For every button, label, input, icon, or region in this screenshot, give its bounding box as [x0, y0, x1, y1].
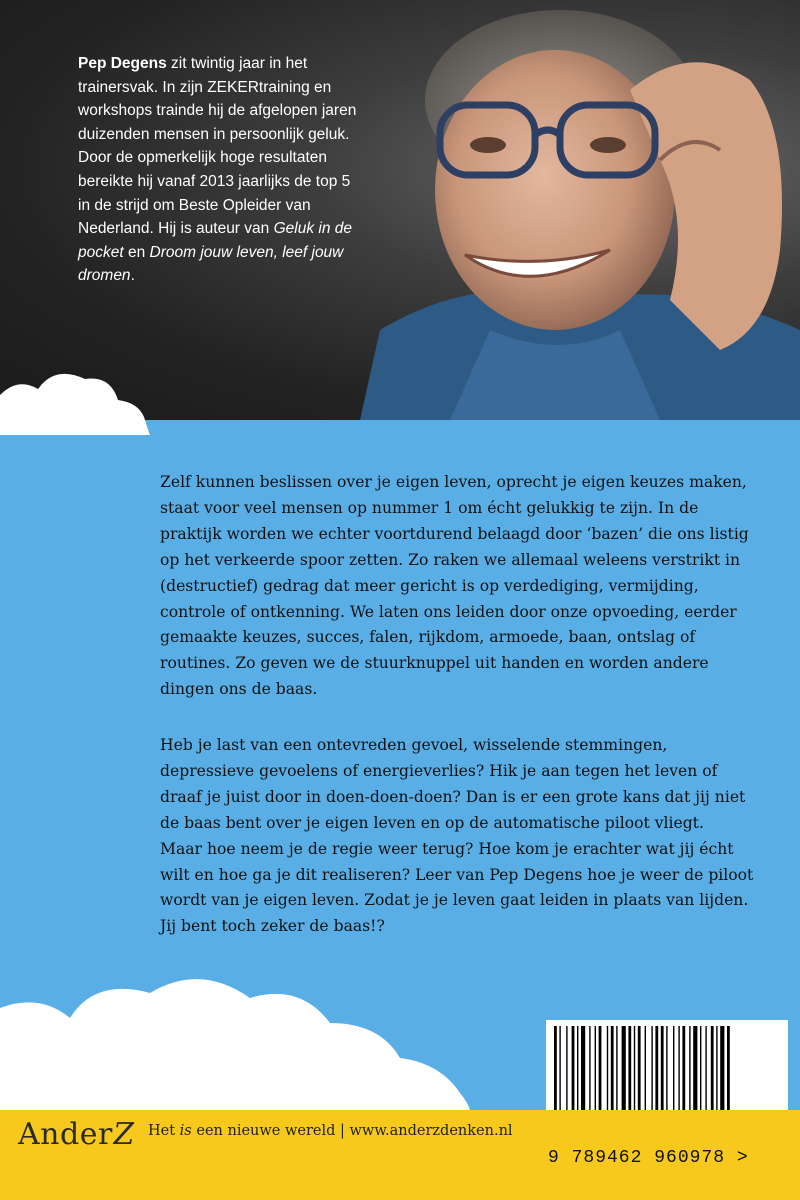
- author-portrait: [360, 0, 800, 420]
- bio-text-1: zit twintig jaar in het trainersvak. In zijn ZEKERtraining en workshops trainde hij de afgelopen jaren duizenden mensen in persoonlijk geluk. Door de opmerkelijk hoge resultaten bereikte hij vanaf 2013 jaarlijks de top 5 in de strijd om Beste Opleider van Nederland. Hij is auteur van: [78, 55, 357, 238]
- blurb-paragraph-1: Zelf kunnen beslissen over je eigen leven, oprecht je eigen keuzes maken, staat voor veel mensen op nummer 1 om écht gelukkig te zijn. In de praktijk worden we echter voortdurend belaagd door ‘bazen’ die ons listig op het verkeerde spoor zetten. Zo raken we allemaal weleens verstrikt in (destructief) gedrag dat meer gericht is op verdediging, vermijding, controle of ontkenning. We laten ons leiden door onze opvoeding, eerder gemaakte keuzes, succes, falen, rijkdom, armoede, baan, ontslag of routines. Zo geven we de stuurknuppel uit handen en worden andere dingen ons de baas.: [160, 473, 749, 699]
- cloud-top-left: [0, 365, 150, 435]
- author-name: Pep Degens: [78, 55, 167, 72]
- author-photo-panel: [0, 0, 800, 420]
- book-title-2: Droom jouw leven, leef jouw dromen: [78, 243, 344, 285]
- cloud-bottom-left: [0, 968, 470, 1110]
- bio-text-2: en: [123, 243, 150, 261]
- bio-text-3: .: [130, 267, 135, 285]
- logo-z: Z: [109, 1117, 138, 1152]
- blurb-paragraph-2b: Maar hoe neem je de regie weer terug? Hoe kom je erachter wat jij écht wilt en hoe ga je dit realiseren? Leer van Pep Degens hoe je weer de piloot wordt van je eigen leven. Zodat je je leven gaat leiden in plaats van lijden. Jij bent toch zeker de baas!?: [160, 839, 754, 936]
- publisher-logo: [18, 1117, 138, 1152]
- publisher-tagline: [148, 1123, 513, 1139]
- logo-main: Ander: [18, 1117, 113, 1152]
- author-bio: [78, 52, 363, 288]
- book-title-1: Geluk in de pocket: [78, 220, 352, 261]
- tagline-is: is: [179, 1123, 192, 1139]
- tagline-part-1: Het: [148, 1123, 180, 1139]
- blurb-paragraph-2: [160, 733, 760, 940]
- blurb-paragraph-2a: Heb je last van een ontevreden gevoel, wisselende stemmingen, depressieve gevoelens of energieverlies? Hik je aan tegen het leven of draaf je juist door in doen-doen-doen? Dan is er een grote kans dat jij niet de baas bent over je eigen leven en op de automatische piloot vliegt.: [160, 736, 746, 832]
- tagline-part-2: een nieuwe wereld | www.anderzdenken.nl: [191, 1123, 513, 1139]
- isbn-number: 9 789462 960978 >: [548, 1148, 749, 1168]
